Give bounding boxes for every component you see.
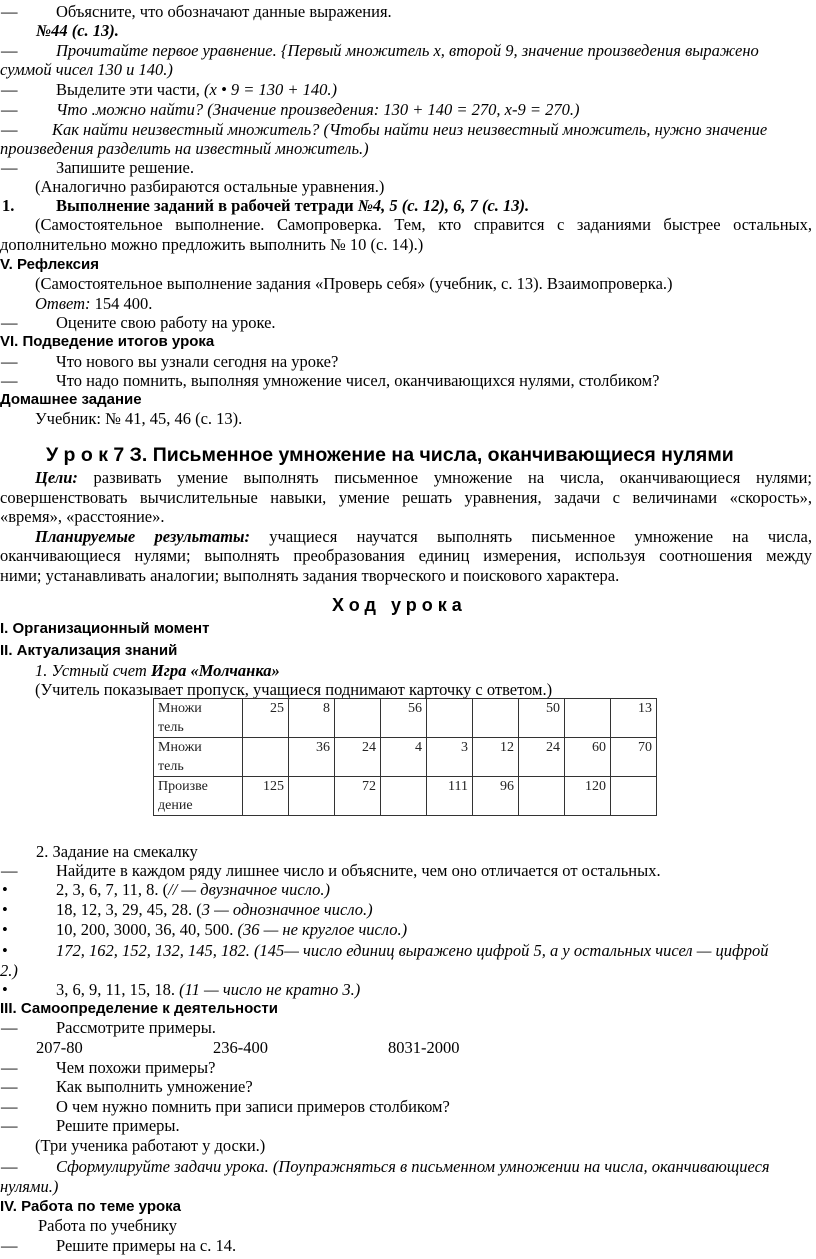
instruction-answer: Чтобы найти неиз неизвестный множитель, нужно значение [329,120,768,139]
question-text: О чем нужно помнить при записи примеров столбиком? [56,1097,450,1116]
instruction-cont: произведения разделить на известный множитель.) [0,139,369,158]
number-series: 10, 200, 3000, 36, 40, 500. [56,920,238,939]
instruction-text: Сформулируйте задачи урока. ( [56,1157,279,1176]
bullet-icon: • [2,941,8,960]
task-number: 1. [2,196,15,215]
molchanka-table [153,698,657,816]
question-text: Чем похожи примеры? [56,1058,216,1077]
example-3: 8031-2000 [388,1038,460,1057]
series-explanation: 172, 162, 152, 132, 145, 182. (145— число единиц выражено цифрой 5, а у остальных чисел — цифрой [56,941,769,960]
note-cont: дополнительно можно предложить выполнить № 10 (с. 14).) [0,235,424,254]
instruction-cont: нулями.) [0,1177,59,1196]
table-cell: 96 [473,777,519,816]
example-1: 207-80 [36,1038,83,1057]
goals-text: развивать умение выполнять письменное умножение на числа, оканчивающиеся нулями; [77,468,812,487]
note-text: (Учитель показывает пропуск, учащиеся поднимают карточку с ответом.) [35,680,553,699]
dash-marker: — [1,313,18,332]
task-text: Выполнение заданий в рабочей тетради [56,196,358,215]
table-cell: 4 [381,738,427,777]
series-explanation: 3 — однозначное число.) [201,900,373,919]
subtask-text: Работа по учебнику [38,1216,177,1235]
instruction-text: Что .можно найти? [56,100,208,119]
instruction-text: Решите примеры. [56,1116,180,1135]
table-cell [243,738,289,777]
section-heading-samoopredelenie: III. Самоопределение к деятельности [0,1000,278,1017]
section-heading-rabota: IV. Работа по теме урока [0,1198,181,1215]
note-text: (Самостоятельное выполнение задания «Проверь себя» (учебник, с. 13). Взаимопроверка.) [35,274,673,293]
question-text: Что нового вы узнали сегодня на уроке? [56,352,339,371]
table-cell: 3 [427,738,473,777]
formula: (Значение произведения: 130 + 140 = 270, х-9 = 270.) [207,100,580,119]
exercise-ref: №44 (с. 13). [36,21,119,40]
dash-marker: — [1,1116,18,1135]
table-cell: 13 [611,699,657,738]
dash-marker: — [1,371,18,390]
table-cell: 24 [335,738,381,777]
series-explanation: // — двузначное число.) [168,880,330,899]
goals-label: Цели: [35,468,78,487]
table-cell [519,777,565,816]
table-cell: 111 [427,777,473,816]
table-cell [565,699,611,738]
instruction-text: Выделите эти части, [56,80,205,99]
results-label: Планируемые результаты: [35,527,250,546]
table-row [154,738,657,777]
bullet-icon: • [2,900,8,919]
subtask-label: 2. Задание на смекалку [36,842,198,861]
answer-value: 154 400. [90,294,153,313]
table-cell: 70 [611,738,657,777]
instruction-text: Решите примеры на с. 14. [56,1236,237,1255]
series-explanation: (11 — число не кратно 3.) [179,980,361,999]
table-cell [381,777,427,816]
table-cell: 125 [243,777,289,816]
section-heading-itogi: VI. Подведение итогов урока [0,333,215,350]
bullet-icon: • [2,920,8,939]
dash-marker: — [1,1058,18,1077]
row-label: Множи тель [154,738,243,777]
table-cell: 60 [565,738,611,777]
note-text: (Три ученика работают у доски.) [35,1136,266,1155]
section-heading-homework: Домашнее задание [0,391,142,408]
dash-marker: — [1,1077,18,1096]
instruction-text: Рассмотрите примеры. [56,1018,216,1037]
subtask-label: 1. Устный счет [35,661,151,680]
question-text: Как выполнить умножение? [56,1077,253,1096]
series-explanation: (36 — не круглое число.) [237,920,408,939]
table-cell: 50 [519,699,565,738]
dash-marker: — [1,1018,18,1037]
table-cell: 56 [381,699,427,738]
goals-text: совершенствовать вычислительные навыки, умение решать уравнения, задачи с величинами «скорость», [0,488,812,507]
dash-marker: — [1,120,18,139]
answer-label: Ответ: [35,294,91,313]
dash-marker: — [1,2,18,21]
hod-uroka-heading: Ход урока [332,595,467,615]
lesson-title: У р о к 7 З. Письменное умножение на числа, оканчивающиеся нулями [46,444,734,466]
instruction-text: Объясните, что обозначают данные выражения. [56,2,392,21]
formula: (х • 9 = 130 + 140.) [204,80,338,99]
results-cont: ними; устанавливать аналогии; выполнять задания творческого и поискового характера. [0,566,620,585]
table-cell [611,777,657,816]
task-ref: №4, 5 (с. 12), 6, 7 (с. 13). [357,196,530,215]
table-row [154,777,657,816]
table-cell: 72 [335,777,381,816]
table-row [154,699,657,738]
table-cell [289,777,335,816]
example-2: 236-400 [213,1038,268,1057]
instruction-text: Прочитайте первое уравнение. {Первый множитель х, второй 9, значение произведения выражено [56,41,759,60]
section-heading-reflexia: V. Рефлексия [0,256,99,273]
number-series: 18, 12, 3, 29, 45, 28. ( [56,900,202,919]
table-cell: 12 [473,738,519,777]
results-text: оканчивающиеся нулями; выполнять преобразования единиц измерения, используя соотношения между [0,546,812,565]
dash-marker: — [1,861,18,880]
number-series: 2, 3, 6, 7, 11, 8. ( [56,880,169,899]
row-label: Множи тель [154,699,243,738]
dash-marker: — [1,158,18,177]
table-cell [427,699,473,738]
instruction-answer: Поупражняться в письменном умножении на числа, оканчивающиеся [278,1157,770,1176]
row-label: Произве дение [154,777,243,816]
table-cell: 120 [565,777,611,816]
dash-marker: — [1,352,18,371]
goals-cont: «время», «расстояние». [0,507,165,526]
instruction-text: Запишите решение. [56,158,194,177]
game-name: Игра «Молчанка» [150,661,280,680]
table-cell: 24 [519,738,565,777]
dash-marker: — [1,1236,18,1255]
table-cell: 8 [289,699,335,738]
bullet-icon: • [2,980,8,999]
section-heading-aktualizacia: II. Актуализация знаний [0,642,178,659]
instruction-text: Найдите в каждом ряду лишнее число и объясните, чем оно отличается от остальных. [56,861,661,880]
number-series: 3, 6, 9, 11, 15, 18. [56,980,180,999]
table-cell: 25 [243,699,289,738]
dash-marker: — [1,100,18,119]
instruction-text: Как найти неизвестный множитель? ( [52,120,330,139]
bullet-icon: • [2,880,8,899]
note-text: (Аналогично разбираются остальные уравнения.) [35,177,385,196]
item-cont: 2.) [0,961,18,980]
question-text: Что надо помнить, выполняя умножение чисел, оканчивающихся нулями, столбиком? [56,371,660,390]
table-cell [335,699,381,738]
table-cell [473,699,519,738]
instruction-text: Оцените свою работу на уроке. [56,313,276,332]
dash-marker: — [1,80,18,99]
dash-marker: — [1,1097,18,1116]
instruction-cont: суммой чисел 130 и 140.) [0,60,173,79]
results-text: учащиеся научатся выполнять письменное умножение на числа, [249,527,812,546]
dash-marker: — [1,1157,18,1176]
homework-text: Учебник: № 41, 45, 46 (с. 13). [35,409,243,428]
note-text: (Самостоятельное выполнение. Самопроверка. Тем, кто справится с заданиями быстрее остальных, [35,215,812,234]
dash-marker: — [1,41,18,60]
table-cell: 36 [289,738,335,777]
section-heading-org: I. Организационный момент [0,620,210,637]
